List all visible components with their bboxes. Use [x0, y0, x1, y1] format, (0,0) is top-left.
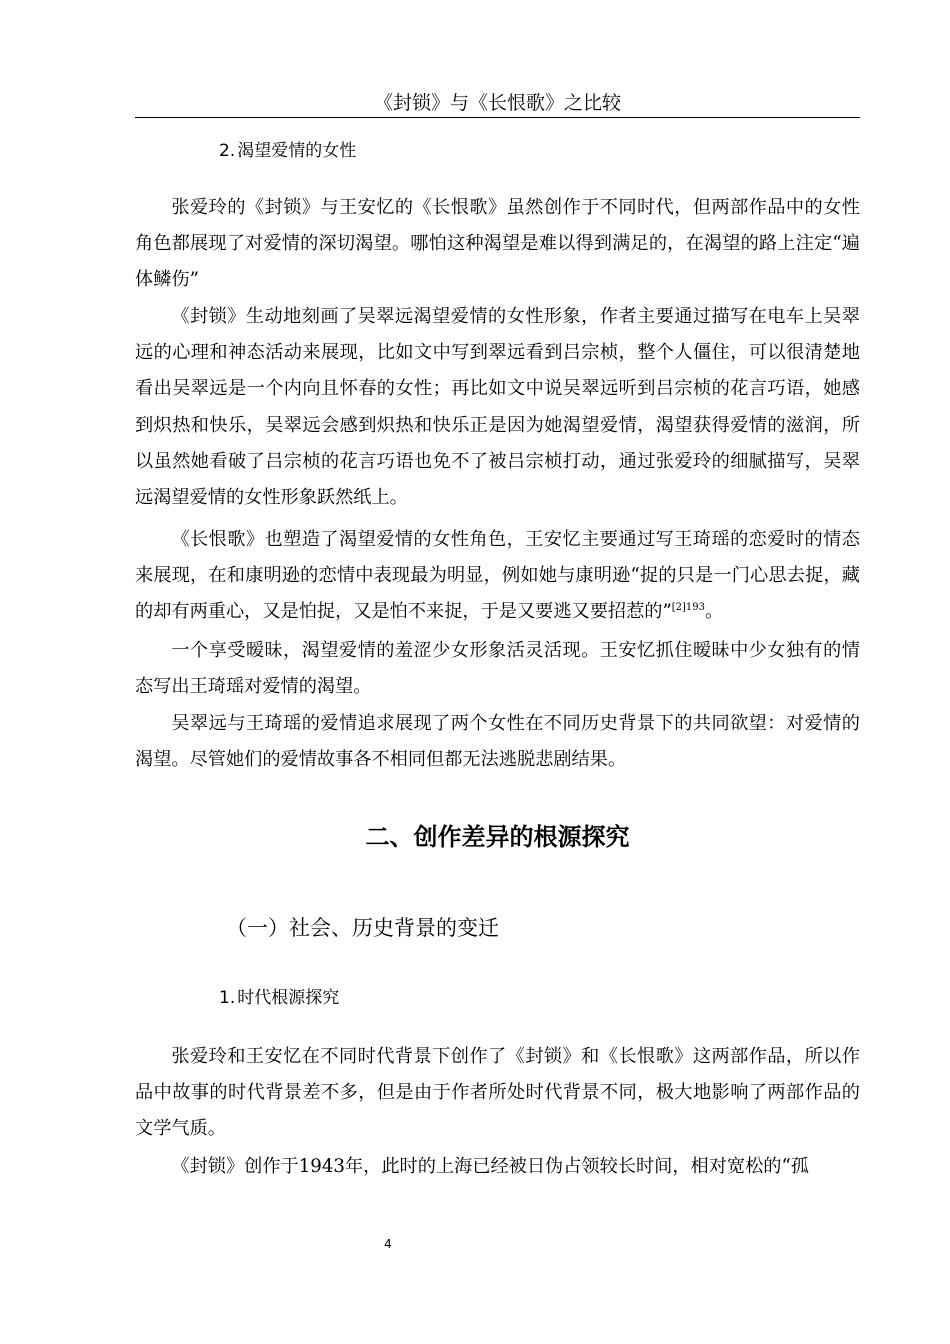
chapter-heading: 二、创作差异的根源探究: [365, 823, 630, 851]
paragraph: 一个享受暧昧，渴望爱情的羞涩少女形象活灵活现。王安忆抓住暧昧中少女独有的情态写出王琦瑶对爱情的渴望。: [135, 640, 860, 698]
paragraph: 《封锁》生动地刻画了吴翠远渴望爱情的女性形象，作者主要通过描写在电车上吴翠远的心理和神态活动来展现，比如文中写到翠远看到吕宗桢，整个人僵住，可以很清楚地看出吴翠远是一个内向且怀春的女性；再比如文中说吴翠远听到吕宗桢的花言巧语，她感到炽热和快乐，吴翠远会感到炽热和快乐正是因为她渴望爱情，渴望获得爱情的滋润，所以虽然她看破了吕宗桢的花言巧语也免不了被吕宗桢打动，通过张爱玲的细腻描写，吴翠远渴望爱情的女性形象跃然纸上。: [135, 306, 860, 509]
section-heading-era-origins: [219, 986, 339, 1010]
section-heading-text: 渴望爱情的女性: [237, 141, 357, 161]
header-rule: [135, 117, 860, 118]
quote-text-before: 《长恨歌》也塑造了渴望爱情的女性角色，王安忆主要通过写王琦瑶的恋爱时的情态来展现，在和康明逊的恋情中表现最为明显，例如她与康明逊“捉的只是一门心思去捉，藏的却有两重心，又是怕捉，又是怕不来捉，于是又要逃又要招惹的”: [135, 529, 860, 623]
quote-text-after: 。: [705, 601, 724, 623]
section-heading-text: 时代根源探究: [237, 988, 340, 1008]
section-heading-desire-for-love: [219, 139, 356, 163]
paragraph: 《封锁》创作于1943年，此时的上海已经被日伪占领较长时间，相对宽松的“孤: [171, 1156, 809, 1177]
section-heading-number: 2.: [219, 141, 236, 161]
section-heading-number: 1.: [219, 988, 236, 1008]
citation-marker: [2]193: [671, 602, 706, 614]
paragraph-with-citation: [135, 522, 860, 631]
subsection-heading: （一）社会、历史背景的变迁: [226, 916, 499, 940]
page-number: 4: [384, 1237, 392, 1251]
paragraph: 张爱玲的《封锁》与王安忆的《长恨歌》虽然创作于不同时代，但两部作品中的女性角色都展现了对爱情的深切渴望。哪怕这种渴望是难以得到满足的，在渴望的路上注定“遍体鳞伤”: [135, 197, 860, 291]
paragraph: 张爱玲和王安忆在不同时代背景下创作了《封锁》和《长恨歌》这两部作品，所以作品中故事的时代背景差不多，但是由于作者所处时代背景不同，极大地影响了两部作品的文学气质。: [135, 1046, 860, 1140]
running-header: 《封锁》与《长恨歌》之比较: [373, 92, 621, 114]
paragraph: 吴翠远与王琦瑶的爱情追求展现了两个女性在不同历史背景下的共同欲望：对爱情的渴望。尽管她们的爱情故事各不相同但都无法逃脱悲剧结果。: [135, 713, 860, 771]
